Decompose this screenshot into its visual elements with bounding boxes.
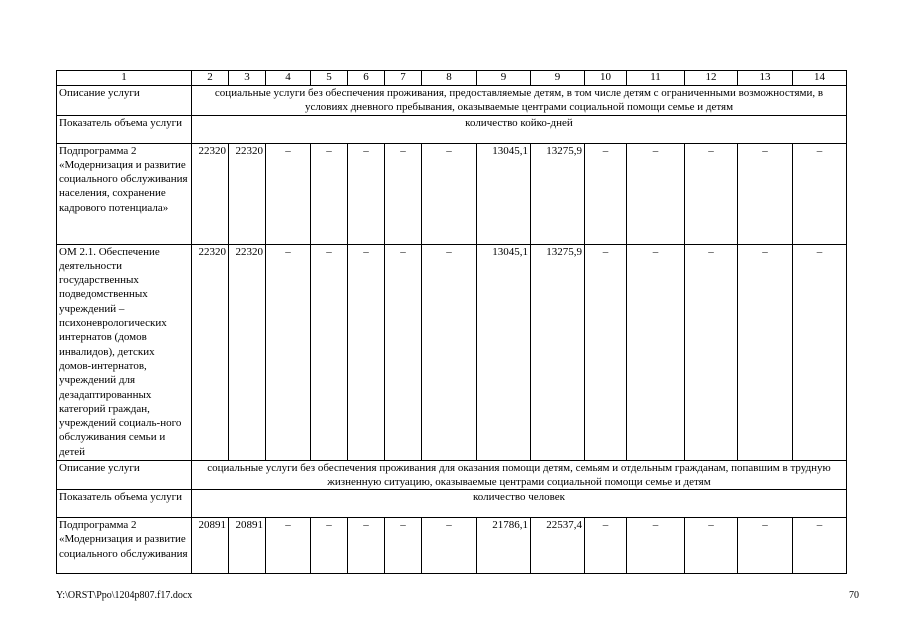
value-cell: – [311, 518, 348, 574]
value-cell: – [266, 143, 311, 244]
header-cell: 1 [57, 71, 192, 86]
value-cell: 21786,1 [477, 518, 531, 574]
value-cell: 22320 [229, 143, 266, 244]
table-body [57, 71, 847, 574]
value-cell: – [311, 244, 348, 460]
value-cell: – [738, 518, 793, 574]
header-cell: 14 [793, 71, 847, 86]
description-row [57, 490, 847, 518]
table-row [57, 143, 847, 244]
value-cell: 22537,4 [531, 518, 585, 574]
value-cell: – [738, 143, 793, 244]
header-cell: 11 [627, 71, 685, 86]
span-cell: количество человек [192, 490, 847, 518]
value-cell: – [266, 244, 311, 460]
value-cell: 20891 [229, 518, 266, 574]
value-cell: 22320 [229, 244, 266, 460]
row-label: Показатель объема услуги [57, 490, 192, 518]
value-cell: – [685, 143, 738, 244]
value-cell: – [585, 143, 627, 244]
value-cell: – [348, 518, 385, 574]
value-cell: 13045,1 [477, 244, 531, 460]
value-cell: – [311, 143, 348, 244]
data-table [56, 70, 847, 574]
value-cell: – [685, 518, 738, 574]
value-cell: – [385, 518, 422, 574]
header-cell: 5 [311, 71, 348, 86]
header-cell: 4 [266, 71, 311, 86]
header-cell: 10 [585, 71, 627, 86]
value-cell: – [585, 518, 627, 574]
header-cell: 8 [422, 71, 477, 86]
span-cell: социальные услуги без обеспечения проживания, предоставляемые детям, в том числе детям с ограниченными возможностями, в условиях дневного пребывания, оказываемые центрами социальной помощи семье и детям [192, 86, 847, 116]
value-cell: – [627, 143, 685, 244]
row-label: Показатель объема услуги [57, 115, 192, 143]
row-label: Подпрограмма 2 «Модернизация и развитие социального обслуживания [57, 518, 192, 574]
value-cell: 22320 [192, 244, 229, 460]
header-cell: 3 [229, 71, 266, 86]
value-cell: – [585, 244, 627, 460]
value-cell: 13045,1 [477, 143, 531, 244]
value-cell: – [348, 143, 385, 244]
value-cell: – [793, 518, 847, 574]
header-row [57, 71, 847, 86]
header-cell: 9 [531, 71, 585, 86]
value-cell: 13275,9 [531, 244, 585, 460]
header-cell: 12 [685, 71, 738, 86]
value-cell: – [385, 244, 422, 460]
value-cell: – [738, 244, 793, 460]
value-cell: – [627, 518, 685, 574]
value-cell: 22320 [192, 143, 229, 244]
header-cell: 7 [385, 71, 422, 86]
value-cell: – [685, 244, 738, 460]
value-cell: – [422, 518, 477, 574]
row-label: Подпрограмма 2 «Модернизация и развитие социального обслуживания населения, сохранение кадрового потенциала» [57, 143, 192, 244]
table-row [57, 518, 847, 574]
value-cell: 20891 [192, 518, 229, 574]
value-cell: – [385, 143, 422, 244]
description-row [57, 86, 847, 116]
value-cell: – [348, 244, 385, 460]
value-cell: – [793, 244, 847, 460]
row-label: Описание услуги [57, 460, 192, 490]
header-cell: 9 [477, 71, 531, 86]
value-cell: – [627, 244, 685, 460]
span-cell: количество койко-дней [192, 115, 847, 143]
value-cell: – [793, 143, 847, 244]
header-cell: 6 [348, 71, 385, 86]
file-path: Y:\ORST\Ppo\1204p807.f17.docx [56, 590, 193, 601]
header-cell: 13 [738, 71, 793, 86]
header-cell: 2 [192, 71, 229, 86]
description-row [57, 460, 847, 490]
value-cell: – [422, 244, 477, 460]
value-cell: 13275,9 [531, 143, 585, 244]
page-number: 70 [849, 590, 859, 601]
value-cell: – [266, 518, 311, 574]
span-cell: социальные услуги без обеспечения проживания для оказания помощи детям, семьям и отдельным гражданам, попавшим в трудную жизненную ситуацию, оказываемые центрами социальной помощи семье и детям [192, 460, 847, 490]
row-label: ОМ 2.1. Обеспечение деятельности государственных подведомственных учреждений – психоневрологических интернатов (домов инвалидов), детских домов-интернатов, учреждений для дезадаптированных категорий граждан, учреждений социаль-ного обслуживания семьи и детей [57, 244, 192, 460]
row-label: Описание услуги [57, 86, 192, 116]
description-row [57, 115, 847, 143]
table-row [57, 244, 847, 460]
value-cell: – [422, 143, 477, 244]
